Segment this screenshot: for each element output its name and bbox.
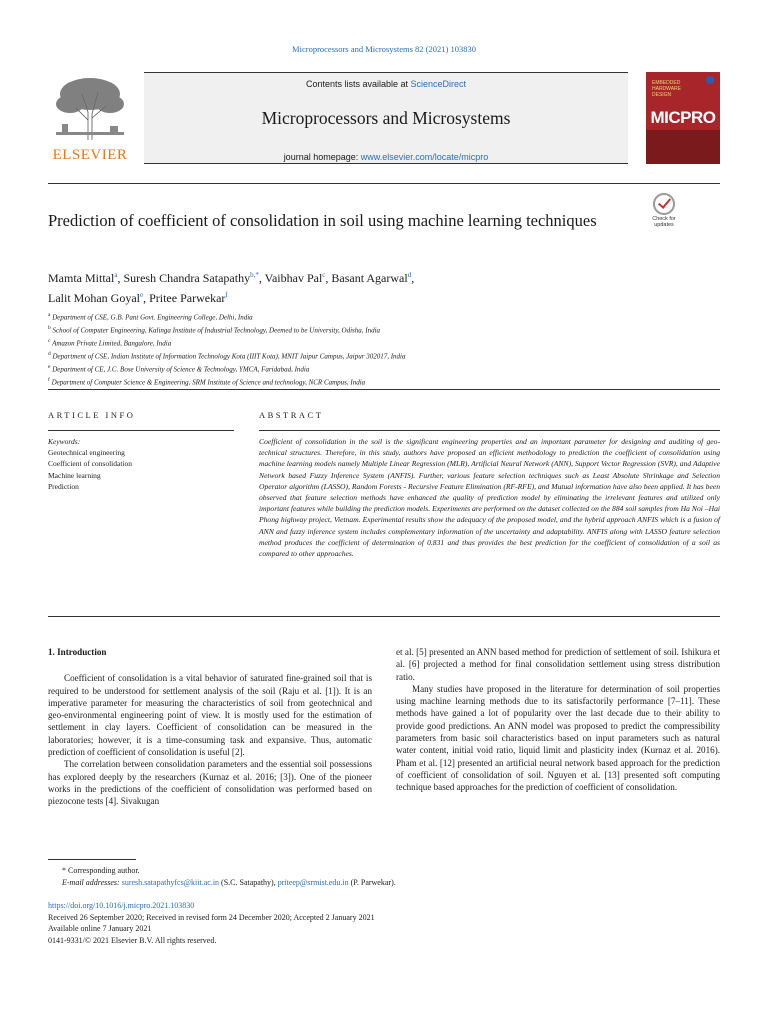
check-for-updates-button[interactable]	[644, 193, 684, 233]
affiliation-sup: e	[48, 363, 51, 370]
publication-info	[48, 900, 720, 946]
journal-cover-image	[646, 72, 720, 164]
author-name[interactable]: Mamta Mittal	[48, 271, 115, 285]
keywords-label: Keywords:	[48, 437, 81, 446]
keyword-item: Coefficient of consolidation	[48, 459, 133, 469]
affiliation-text: Department of CSE, G.B. Pant Govt. Engineering College, Delhi, India	[52, 313, 253, 322]
homepage-line	[144, 152, 628, 162]
elsevier-logo	[48, 72, 132, 164]
cover-logo-icon	[706, 76, 714, 84]
online-date: Available online 7 January 2021	[48, 924, 152, 934]
affiliation-sup: b	[48, 324, 51, 331]
affiliation-sup: f	[48, 376, 50, 383]
cover-top-text: EMBEDDED HARDWARE DESIGN	[652, 80, 681, 98]
body-paragraph: Many studies have proposed in the literature for determination of soil properties using machine learning methods due to its satisfactorily performance [7–11]. These methods have gained a lot of popularity over the last decade due to their ability to provide good predictions. An ANN model was proposed to predict the compressibility parameters from basic soil characteristics based on input parameters such as natural water content, initial void ratio, liquid limit and plasticity index (Kurnaz et al. 2016). Pham et al. [12] presented an artificial neural network based approach for the prediction of coefficient of consolidation of soil. Nguyen et al. [13] presented soft computing technique based approaches for the prediction of coefficient of consolidation.	[396, 683, 720, 793]
affiliation-list	[48, 310, 668, 388]
abstract-text: Coefficient of consolidation in the soil is the significant engineering properties and an important parameter for designing and auditing of geo-technical structures. Therefore, in this study, authors have proposed an efficient methodology to prediction the coefficient of consolidation using machine learning models namely Multiple Linear Regression (MLR), Artificial Neural Network (ANN), Support Vector Regression (SVR), and Adaptive Network based Fuzzy Inference System (ANFIS). Further, various feature selection techniques such as Least Absolute Shrinkage and Selection Operator algorithm (LASSO), Random Forests - Recursive Feature Elimination (RF-RFE), and Mutual information have also been applied. It has been observed that feature selection methods have enhanced the quality of prediction model by eliminating the irrelevant features and utilized only important features while building the prediction models. Experiments are performed on the dataset collected on the 884 soil samples from Ha Noi –Hai Phong highway project, Vietnam. Experimental results show the adequacy of the proposed model, and the hybrid approach ANFIS which is a fusion of ANN and fuzzy inference system includes complementary information of the uncertainty and adaptability. ANFIS along with LASSO feature selection method produces the coefficient of determination of 0.831 and thus provides the best prediction for the coefficient of consolidation of a soil as compared to other approaches.	[259, 437, 720, 559]
affiliation-item	[48, 375, 668, 388]
publisher-wordmark: ELSEVIER	[52, 147, 128, 163]
affiliation-item	[48, 336, 668, 349]
author-name[interactable]: Suresh Chandra Satapathy	[123, 271, 251, 285]
email-label: E-mail addresses:	[62, 878, 122, 887]
body-paragraph: et al. [5] presented an ANN based method for prediction of settlement of soil. Ishikura et al. [6] projected a method for final consolidation settlement using stress distribution ratio.	[396, 647, 720, 682]
contents-prefix: Contents lists available at	[305, 79, 411, 89]
body-paragraph: Coefficient of consolidation is a vital behavior of saturated fine-grained soil that is required to be understood for settlement analysis of the soil (Raju et al. [1]). It is an imperative parameter for measuring the characteristics of soil from geotechnical and geo-environmental engineering point of view. It is mostly used for the estimation of settlement in clay layers. Coefficient of consolidation can be measured in the laboratories; however, it is a time-consuming task and expansive. Thus, automatic prediction of coefficient of consolidation is useful [2].	[48, 673, 372, 758]
footnotes	[48, 865, 720, 889]
author-sup[interactable]: b,*	[250, 271, 259, 279]
journal-masthead	[48, 72, 720, 164]
body-column-right	[396, 646, 720, 794]
affiliation-item	[48, 349, 668, 362]
author-name[interactable]: Pritee Parwekar	[149, 291, 226, 305]
affiliation-text: Amazon Private Limited, Bangalore, India	[52, 339, 172, 348]
article-title: Prediction of coefficient of consolidation in soil using machine learning techniques	[48, 211, 597, 230]
abstract-heading: ABSTRACT	[259, 410, 324, 420]
header-rule	[48, 183, 720, 184]
check-updates-icon	[653, 193, 675, 215]
affiliation-sup: d	[48, 350, 51, 357]
keyword-item: Geotechnical engineering	[48, 448, 125, 458]
email-owner: (P. Parwekar).	[348, 878, 396, 887]
affiliation-item	[48, 323, 668, 336]
keyword-item: Prediction	[48, 481, 79, 491]
article-info-rule	[48, 430, 234, 431]
author-name[interactable]: Vaibhav Pal	[264, 271, 323, 285]
body-column-left	[48, 646, 372, 808]
cover-title: MICPRO	[650, 108, 716, 127]
affiliation-item	[48, 310, 668, 323]
affiliation-text: Department of Computer Science & Engineering, SRM Institute of Science and technology, NCR Campus, India	[51, 377, 366, 386]
article-info-heading: ARTICLE INFO	[48, 410, 136, 420]
sciencedirect-link[interactable]: ScienceDirect	[410, 79, 467, 89]
affiliation-text: School of Computer Engineering, Kalinga Institute of Industrial Technology, Deemed to be University, Odisha, India	[52, 326, 381, 335]
homepage-prefix: journal homepage:	[283, 152, 361, 162]
homepage-link[interactable]: www.elsevier.com/locate/micpro	[360, 152, 489, 162]
email-line	[48, 877, 720, 889]
footnote-rule	[48, 859, 136, 860]
received-dates: Received 26 September 2020; Received in revised form 24 December 2020; Accepted 2 January 2021	[48, 912, 375, 922]
author-sup[interactable]: d	[407, 271, 412, 279]
running-head[interactable]: Microprocessors and Microsystems 82 (2021) 103830	[292, 44, 476, 54]
author-sup[interactable]: e	[139, 291, 144, 299]
email-owner: (S.C. Satapathy),	[219, 878, 278, 887]
contents-line	[144, 79, 628, 89]
front-matter-rule	[48, 389, 720, 390]
affiliation-sup: a	[48, 312, 51, 318]
keywords-block	[48, 436, 234, 492]
abstract-end-rule	[48, 616, 720, 617]
tree-icon	[48, 72, 132, 144]
author-sup[interactable]: c	[322, 271, 326, 279]
author-sup[interactable]: a	[114, 271, 118, 279]
journal-band	[144, 72, 628, 164]
copyright-line: 0141-9331/© 2021 Elsevier B.V. All rights reserved.	[48, 935, 217, 945]
author-name[interactable]: Lalit Mohan Goyal	[48, 291, 140, 305]
email-link[interactable]: priteep@srmist.edu.in	[277, 878, 349, 887]
corresponding-author-note: * Corresponding author.	[62, 866, 140, 875]
email-link[interactable]: suresh.satapathyfcs@kiit.ac.in	[121, 878, 220, 887]
doi-link[interactable]: https://doi.org/10.1016/j.micpro.2021.103830	[48, 901, 195, 910]
check-updates-label: Check for updates	[652, 216, 676, 228]
section-heading: 1. Introduction	[48, 647, 107, 657]
cover-stripe	[646, 130, 720, 164]
author-sup[interactable]: f	[225, 291, 228, 299]
body-paragraph: The correlation between consolidation parameters and the essential soil possessions has explored deeply by the researchers (Kurnaz et al. 2016; [3]). One of the pioneer works in the predictions of the coefficient of consolidation was performed based on piezocone tests [4]. Sivakugan	[48, 759, 372, 807]
affiliation-text: Department of CSE, Indian Institute of Information Technology Kota (IIIT Kota), MNIT Jaipur Campus, Jaipur 302017, India	[52, 352, 406, 361]
keyword-item: Machine learning	[48, 470, 101, 480]
author-name[interactable]: Basant Agarwal	[331, 271, 408, 285]
abstract-rule	[259, 430, 720, 431]
author-list: Mamta Mittal$^a$, Suresh Chandra Satapathy$^{b,*}$, Vaibhav Pal$^c$, Basant Agarwal$^d$, Lalit Mohan Goyal$^e$, Pritee Parwekar$^f$	[48, 271, 415, 305]
affiliation-sup: c	[48, 337, 51, 344]
affiliation-text: Department of CE, J.C. Bose University of Science & Technology, YMCA, Faridabad, India	[52, 365, 310, 374]
affiliation-item	[48, 362, 668, 375]
journal-title: Microprocessors and Microsystems	[261, 108, 511, 128]
